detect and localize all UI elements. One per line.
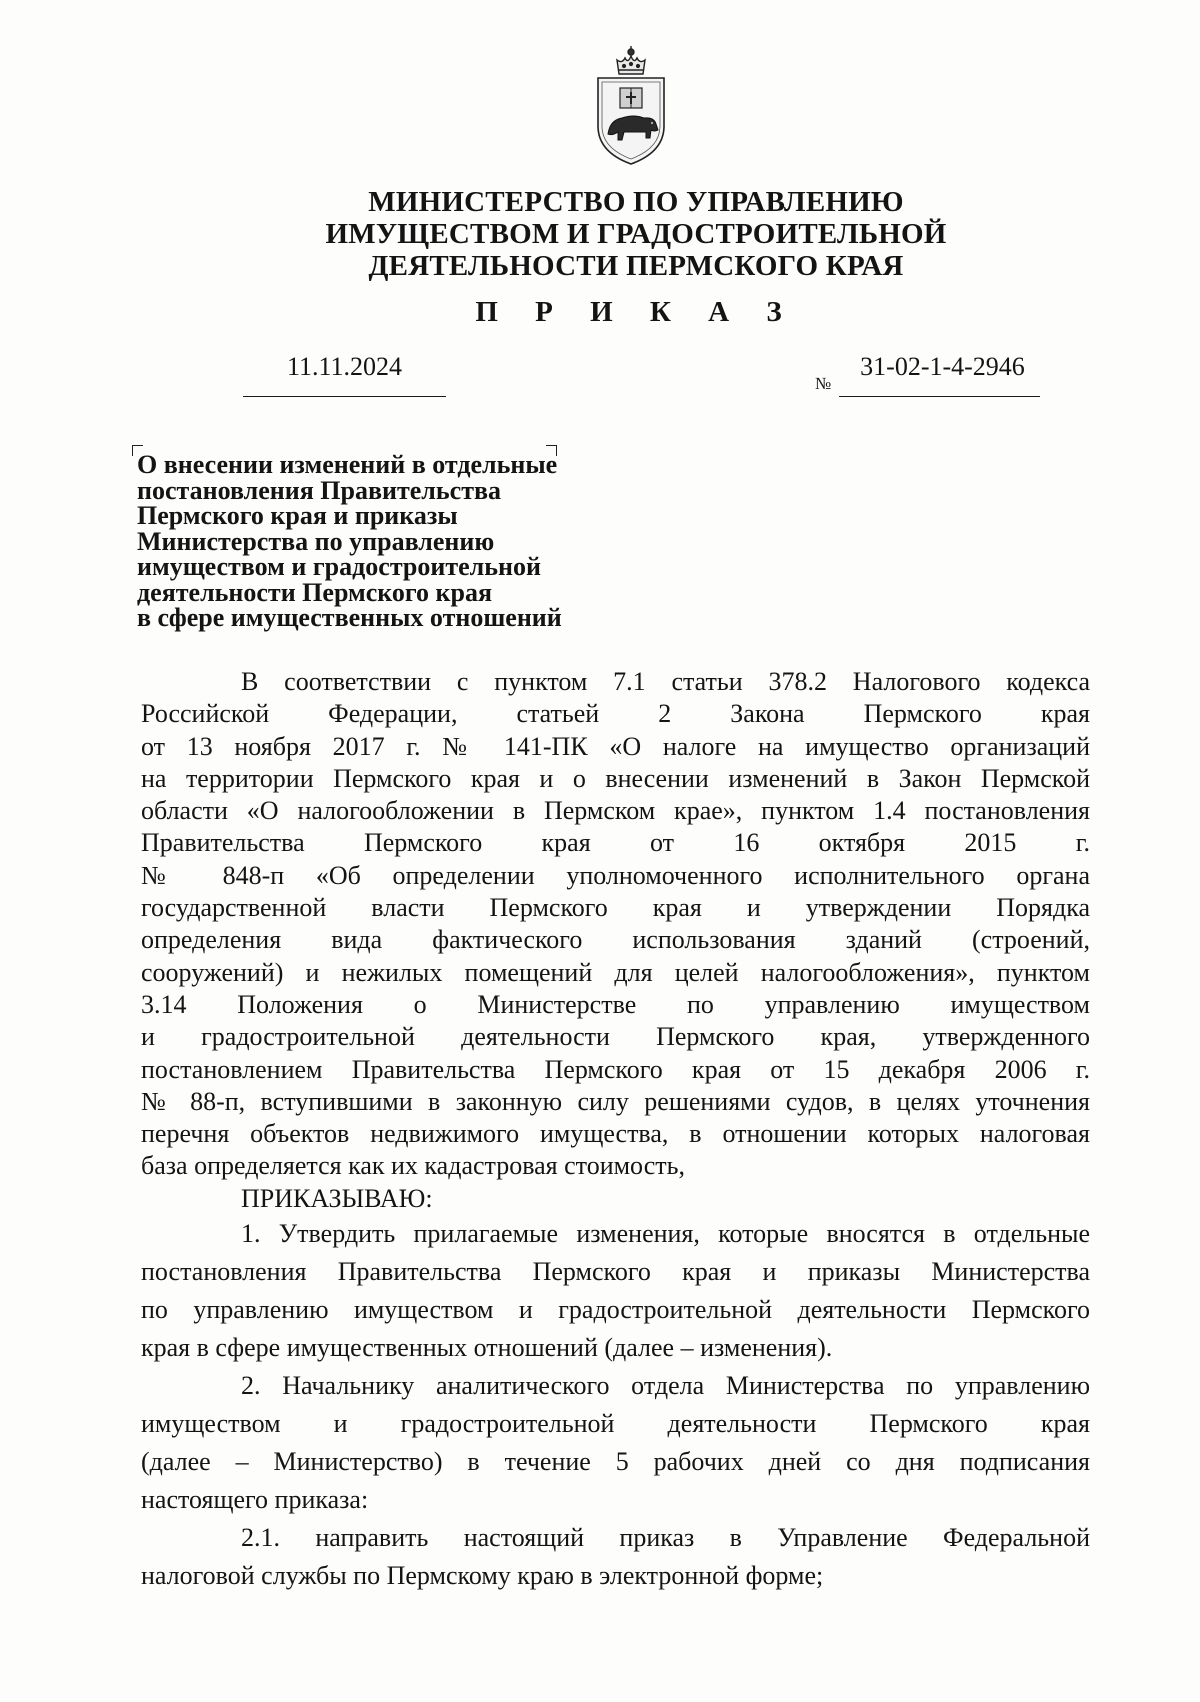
item-2-line: (далее – Министерство) в течение 5 рабочих дней со дня подписания — [141, 1447, 1090, 1477]
preamble-paragraph — [141, 666, 1090, 1215]
subject-line: деятельности Пермского края — [137, 577, 493, 607]
preamble-line: № 88-п, вступившими в законную силу решениями судов, в целях уточнения — [141, 1086, 1090, 1116]
subject-line: в сфере имущественных отношений — [137, 603, 562, 632]
ministry-name-line: ИМУЩЕСТВОМ И ГРАДОСТРОИТЕЛЬНОЙ — [325, 218, 947, 250]
preamble-line: Российской Федерации, статьей 2 Закона Пермского края — [141, 699, 1090, 729]
preamble-line: государственной власти Пермского края и утверждении Порядка — [141, 893, 1090, 923]
document-type-title: П Р И К А З — [475, 296, 797, 328]
subject-line: О внесении изменений в отдельные — [137, 450, 558, 479]
preamble-line: области «О налогообложении в Пермском крае», пунктом 1.4 постановления — [141, 796, 1090, 826]
item-2-line: 2. Начальнику аналитического отдела Министерства по управлению — [241, 1371, 1090, 1401]
item-1-line: края в сфере имущественных отношений (далее – изменения). — [141, 1333, 833, 1363]
order-date-field — [243, 352, 446, 402]
ministry-name — [200, 186, 1072, 282]
subject-line: постановления Правительства — [137, 475, 501, 505]
order-subject — [137, 452, 657, 631]
preamble-line: от 13 ноября 2017 г. № 141-ПК «О налоге на имущество организаций — [141, 731, 1090, 761]
item-1-paragraph — [141, 1215, 1090, 1367]
preamble-line: 3.14 Положения о Министерстве по управлению имуществом — [141, 989, 1090, 1019]
item-1-line: 1. Утвердить прилагаемые изменения, которые вносятся в отдельные — [241, 1219, 1090, 1249]
order-word: ПРИКАЗЫВАЮ: — [241, 1183, 433, 1213]
subject-line: имуществом и градостроительной — [137, 552, 541, 581]
item-2-line: имуществом и градостроительной деятельности Пермского края — [141, 1409, 1090, 1439]
preamble-line: № 848-п «Об определении уполномоченного исполнительного органа — [141, 860, 1090, 890]
preamble-line: на территории Пермского края и о внесении изменений в Закон Пермской — [141, 763, 1090, 793]
subject-line: Министерства по управлению — [137, 526, 495, 556]
preamble-line: постановлением Правительства Пермского края от 15 декабря 2006 г. — [141, 1054, 1090, 1084]
preamble-line: Правительства Пермского края от 16 октября 2015 г. — [141, 828, 1090, 858]
item-2-1-line: налоговой службы по Пермскому краю в электронной форме; — [141, 1561, 824, 1591]
number-underline — [839, 396, 1040, 397]
date-underline — [243, 396, 446, 397]
preamble-line: база определяется как их кадастровая стоимость, — [141, 1151, 685, 1181]
subject-line: Пермского края и приказы — [137, 501, 458, 530]
item-1-line: постановления Правительства Пермского края и приказы Министерства — [141, 1257, 1090, 1287]
preamble-line: определения вида фактического использования зданий (строений, — [141, 925, 1090, 955]
preamble-line: и градостроительной деятельности Пермского края, утвержденного — [141, 1022, 1090, 1052]
order-number-field — [815, 352, 1040, 402]
item-1-line: по управлению имуществом и градостроительной деятельности Пермского — [141, 1295, 1090, 1325]
item-2-1-paragraph — [141, 1519, 1090, 1595]
coat-of-arms-icon — [588, 44, 674, 168]
number-sign: № — [815, 374, 832, 393]
item-2-1-line: 2.1. направить настоящий приказ в Управление Федеральной — [241, 1523, 1090, 1553]
order-number: 31-02-1-4-2946 — [860, 352, 1025, 381]
preamble-line: сооружений) и нежилых помещений для целей налогообложения», пунктом — [141, 957, 1090, 987]
item-2-line: настоящего приказа: — [141, 1485, 369, 1515]
preamble-line: В соответствии с пунктом 7.1 статьи 378.2 Налогового кодекса — [241, 667, 1090, 696]
order-body — [141, 666, 1090, 1595]
ministry-name-line: ДЕЯТЕЛЬНОСТИ ПЕРМСКОГО КРАЯ — [368, 250, 904, 282]
preamble-line: перечня объектов недвижимого имущества, в отношении которых налоговая — [141, 1119, 1090, 1149]
ministry-name-line: МИНИСТЕРСТВО ПО УПРАВЛЕНИЮ — [368, 186, 904, 218]
item-2-paragraph — [141, 1367, 1090, 1519]
order-date: 11.11.2024 — [286, 352, 403, 381]
